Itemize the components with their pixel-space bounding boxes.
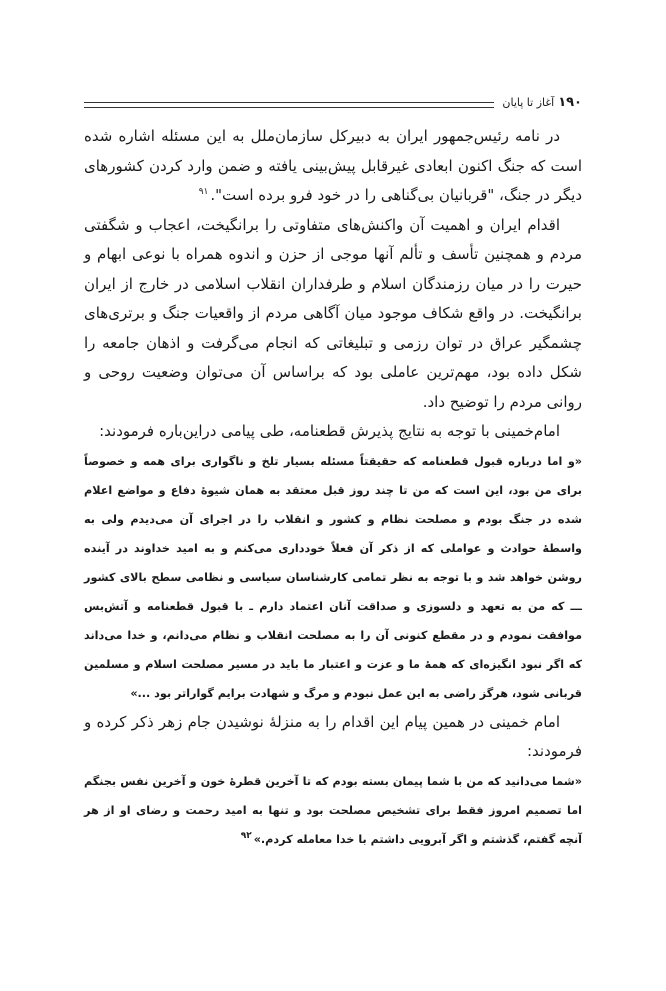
- page-header: [84, 92, 582, 112]
- paragraph-2: اقدام ایران و اهمیت آن واکنش‌های متفاوتی را برانگیخت، اعجاب و شگفتی مردم و همچنین تأسف و تألم آنها موجی از حزن و اندوه همراه با نوعی ابهام و حیرت را در میان رزمندگان اسلام و طرفداران انقلاب اسلامی در خارج از ایران برانگیخت. در واقع شکاف موجود میان آگاهی مردم از واقعیات جنگ و برتری‌های چشمگیر عراق در توان رزمی و تبلیغاتی که انجام می‌گرفت و اذهان جامعه را شکل داده بود، مهم‌ترین عاملی بود که براساس آن می‌توان وضعیت روحی و روانی مردم را توضیح داد.: [84, 215, 582, 411]
- quote-2-text: «شما می‌دانید که من با شما پیمان بسته بودم که تا آخرین قطرهٔ خون و آخرین نفس بجنگم اما تصمیم امروز فقط برای تشخیص مصلحت بود و تنها به امید رحمت و رضای او از هر آنچه گفتم، گذشتم و اگر آبرویی داشتم با خدا معامله کردم.»: [84, 774, 582, 846]
- running-title: آغاز تا پایان: [502, 95, 555, 109]
- page-number: ۱۹۰: [558, 94, 582, 110]
- quote-1: «و اما درباره قبول قطعنامه که حقیقتاً مسئله بسیار تلخ و ناگواری برای همه و خصوصاً برای من بود، این است که من تا چند روز قبل معتقد به همان شیوهٔ دفاع و مواضع اعلام شده در جنگ بودم و مصلحت نظام و کشور و انقلاب را در اجرای آن می‌دیدم ولی به واسطهٔ حوادث و عواملی که از ذکر آن فعلاً خودداری می‌کنم و به امید خداوند در آینده روشن خواهد شد و با توجه به نظر تمامی کارشناسان سیاسی و نظامی سطح بالای کشور ـــ که من به تعهد و دلسوزی و صداقت آنان اعتماد دارم ـ با قبول قطعنامه و آتش‌بس موافقت نمودم و در مقطع کنونی آن را به مصلحت انقلاب و نظام می‌دانم، و خدا می‌داند که اگر نبود انگیزه‌ای که همهٔ ما و عزت و اعتبار ما باید در مسیر مصلحت اسلام و مسلمین قربانی شود، هرگز راضی به این عمل نبودم و مرگ و شهادت برایم گواراتر بود ...»: [84, 454, 582, 700]
- paragraph-1-text: در نامه رئیس‌جمهور ایران به دبیرکل سازمان‌ملل به این مسئله اشاره شده است که جنگ اکنون ابعادی غیرقابل پیش‌بینی یافته و ضمن وارد کردن کشورهای دیگر در جنگ، "قربانیان بی‌گناهی را در خود فرو برده است".: [84, 127, 582, 204]
- paragraph-4: امام خمینی در همین پیام این اقدام را به منزلهٔ نوشیدن جام زهر ذکر کرده و فرمودند:: [84, 712, 582, 760]
- paragraph-1: [84, 122, 582, 211]
- body-text: [84, 122, 582, 854]
- footnote-ref-92: ۹۲: [240, 830, 252, 841]
- paragraph-3: امام‌خمینی با توجه به نتایج پذیرش قطعنامه، طی پیامی دراین‌باره فرمودند:: [99, 422, 560, 440]
- footnote-ref-91: ۹۱: [198, 187, 209, 197]
- quote-2: [84, 767, 582, 854]
- header-rule: [84, 102, 494, 108]
